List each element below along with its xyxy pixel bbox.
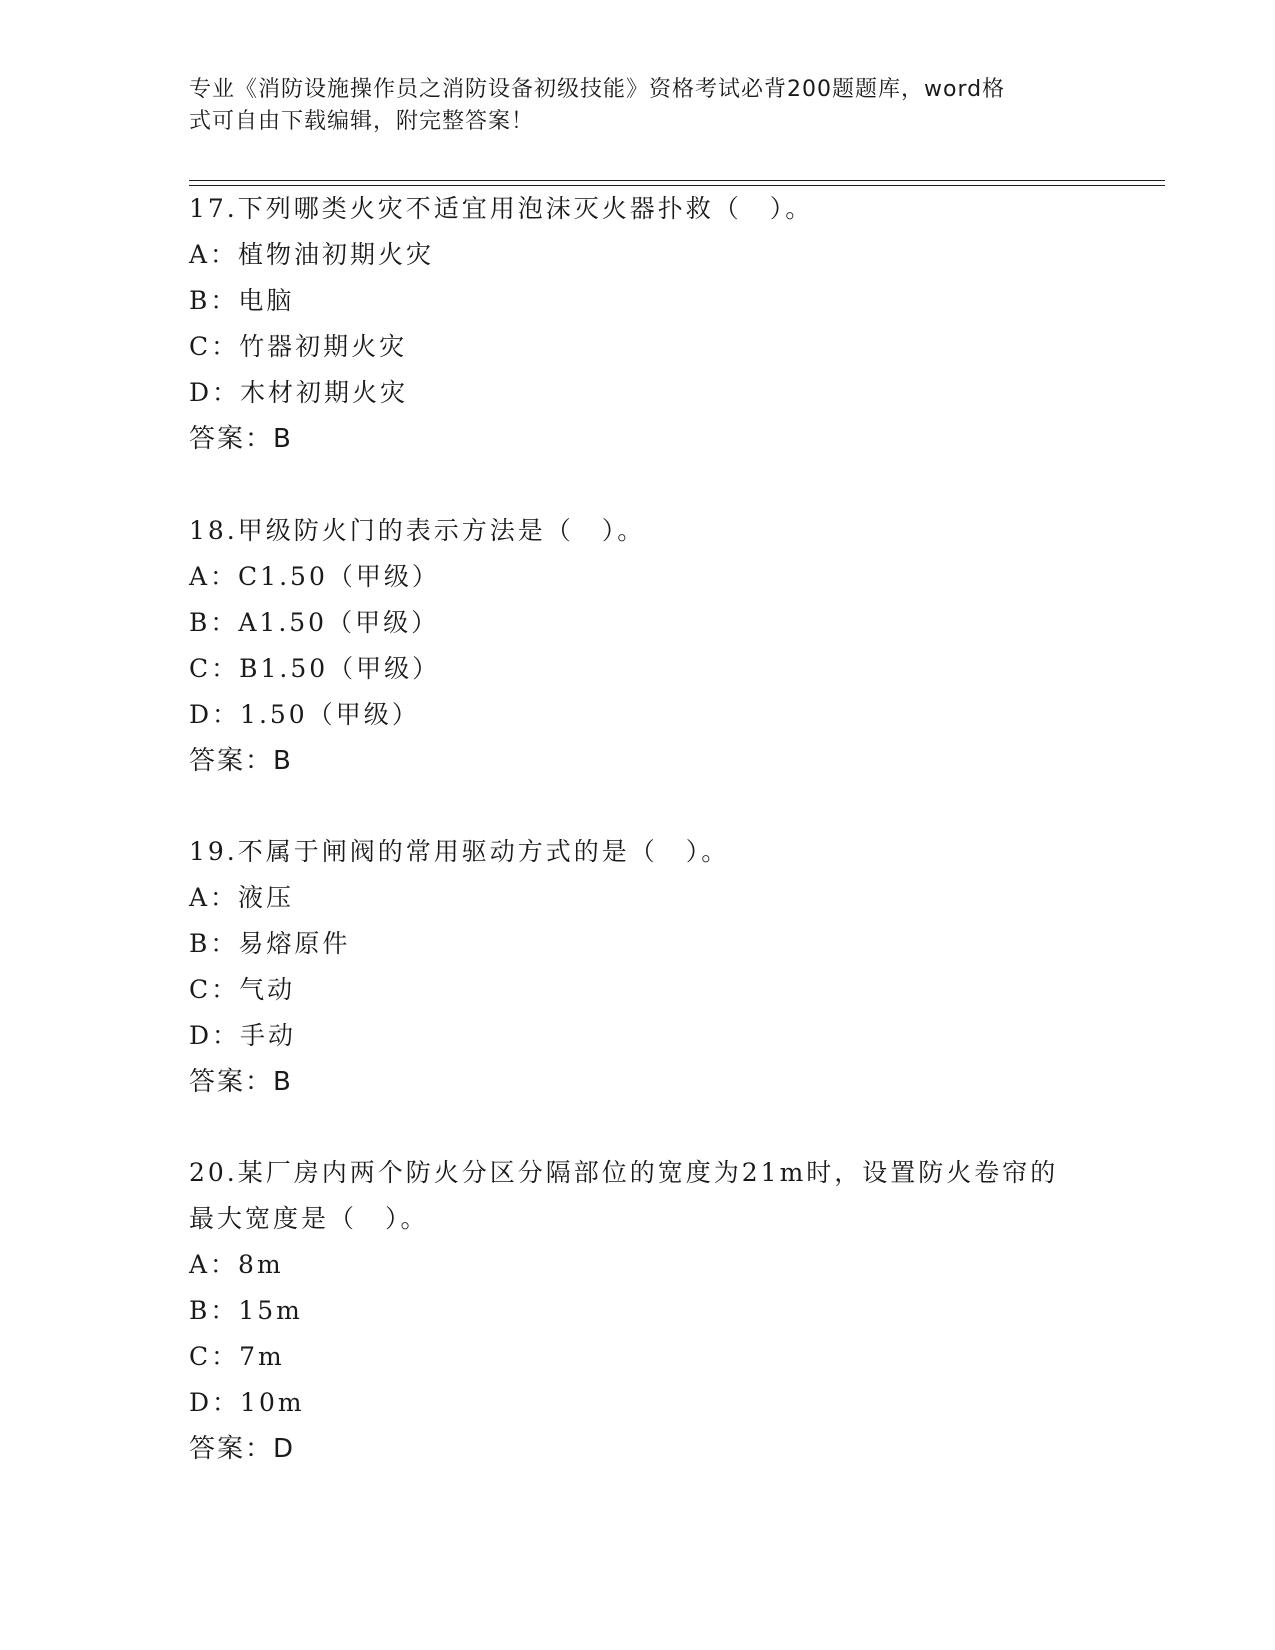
option-c: C：B1.50（甲级）: [189, 654, 441, 683]
question-stem: 17.下列哪类火灾不适宜用泡沫灭火器扑救（ ）。: [189, 194, 814, 223]
option-d: D：木材初期火灾: [189, 378, 409, 407]
header-line-1: 专业《消防设施操作员之消防设备初级技能》资格考试必背200题题库，word格: [189, 77, 1006, 102]
option-a: A：植物油初期火灾: [189, 240, 435, 269]
question-stem-line-1: 20.某厂房内两个防火分区分隔部位的宽度为21m时，设置防火卷帘的: [189, 1158, 1059, 1187]
question-17: [189, 186, 1089, 462]
option-b: B：电脑: [189, 286, 295, 315]
option-c: C：7m: [189, 1342, 285, 1371]
option-a: A：8m: [189, 1250, 284, 1279]
option-d: D：1.50（甲级）: [189, 700, 420, 729]
answer: 答案：B: [189, 746, 293, 776]
answer: 答案：B: [189, 424, 293, 454]
document-header: [189, 74, 1069, 138]
question-18: [189, 508, 1089, 784]
option-c: C：气动: [189, 975, 296, 1004]
option-d: D：手动: [189, 1021, 297, 1050]
answer: 答案：D: [189, 1434, 296, 1464]
question-19: [189, 829, 1089, 1105]
header-line-2: 式可自由下载编辑，附完整答案！: [189, 109, 535, 134]
question-20: [189, 1150, 1089, 1472]
answer: 答案：B: [189, 1067, 293, 1097]
question-stem: 18.甲级防火门的表示方法是（ ）。: [189, 516, 646, 545]
option-b: B：15m: [189, 1296, 303, 1325]
option-b: B：易熔原件: [189, 929, 351, 958]
option-d: D：10m: [189, 1388, 305, 1417]
option-a: A：液压: [189, 883, 295, 912]
option-c: C：竹器初期火灾: [189, 332, 408, 361]
question-stem: 19.不属于闸阀的常用驱动方式的是（ ）。: [189, 837, 730, 866]
option-b: B：A1.50（甲级）: [189, 608, 440, 637]
question-stem-line-2: 最大宽度是（ ）。: [189, 1204, 429, 1233]
option-a: A：C1.50（甲级）: [189, 562, 440, 591]
header-divider-top: [189, 180, 1165, 181]
